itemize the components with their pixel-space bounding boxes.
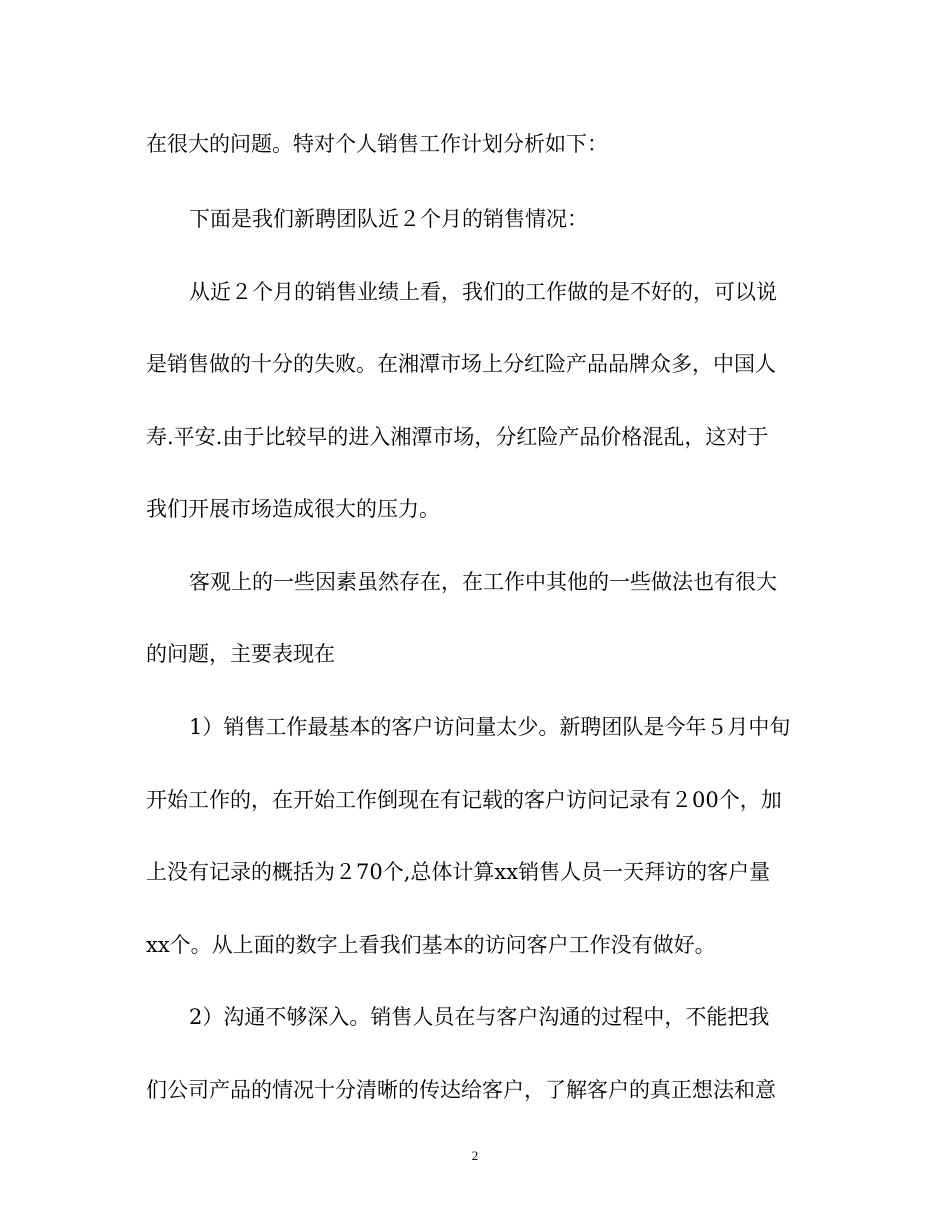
paragraph-line: xx个。从上面的数字上看我们基本的访问客户工作没有做好。 [146,933,716,957]
paragraph-line: 1）销售工作最基本的客户访问量太少。新聘团队是今年５月中旬 [189,715,791,739]
paragraph-line: 开始工作的，在开始工作倒现在有记载的客户访问记录有２00个，加 [146,788,782,812]
paragraph-line: 的问题，主要表现在 [146,642,335,666]
page-number: 2 [471,1148,479,1163]
paragraph-line: 上没有记录的概括为２70个,总体计算xx销售人员一天拜访的客户量 [146,860,771,884]
paragraph-line: 是销售做的十分的失败。在湘潭市场上分红险产品品牌众多，中国人 [146,352,776,376]
paragraph-line: 我们开展市场造成很大的压力。 [146,497,440,521]
paragraph-line: 在很大的问题。特对个人销售工作计划分析如下： [146,132,608,156]
paragraph-line: 寿.平安.由于比较早的进入湘潭市场，分红险产品价格混乱，这对于 [146,425,769,449]
paragraph-line: 从近２个月的销售业绩上看，我们的工作做的是不好的，可以说 [189,280,777,304]
paragraph-line: 们公司产品的情况十分清晰的传达给客户，了解客户的真正想法和意 [146,1078,776,1102]
paragraph-line: 2）沟通不够深入。销售人员在与客户沟通的过程中，不能把我 [189,1005,770,1029]
paragraph-line: 下面是我们新聘团队近２个月的销售情况： [189,207,588,231]
paragraph-line: 客观上的一些因素虽然存在，在工作中其他的一些做法也有很大 [189,570,777,594]
